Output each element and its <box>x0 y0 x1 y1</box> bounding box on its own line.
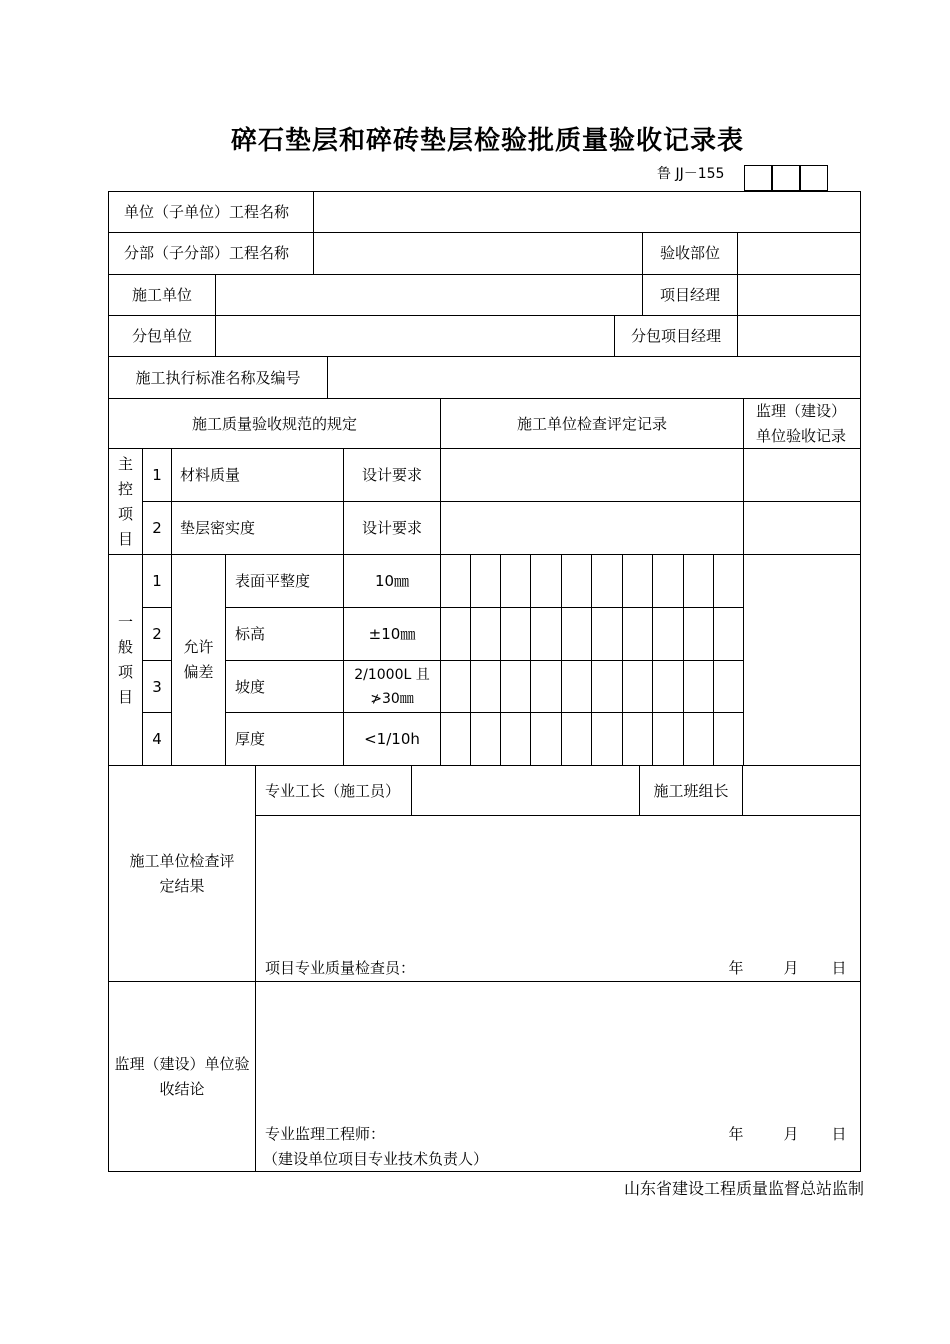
general-row-value: 10㎜ <box>374 571 410 590</box>
table-rule <box>743 398 744 766</box>
general-label-char: 般 <box>117 638 133 656</box>
main-label-char: 目 <box>117 529 133 548</box>
code-box-2[interactable] <box>772 165 800 191</box>
label-standard: 施工执行标准名称及编号 <box>135 368 301 387</box>
table-rule <box>737 232 738 357</box>
table-rule <box>860 191 861 1172</box>
general-row-value: <1/10h <box>364 729 420 748</box>
table-rule <box>530 554 531 766</box>
general-row-no: 4 <box>152 729 162 748</box>
result-content[interactable] <box>256 817 860 955</box>
table-rule <box>108 274 861 275</box>
general-row-no: 3 <box>152 677 162 696</box>
table-rule <box>440 398 441 766</box>
tolerance-line: 偏差 <box>183 663 214 681</box>
conclusion-year: 年 <box>728 1125 744 1143</box>
field-unit-project[interactable] <box>315 192 860 233</box>
table-rule <box>108 554 861 555</box>
table-rule <box>108 1171 861 1172</box>
table-rule <box>591 554 592 766</box>
main-row-supervision[interactable] <box>744 449 860 501</box>
table-rule <box>500 554 501 766</box>
field-foreman[interactable] <box>412 766 639 816</box>
label-foreman: 专业工长（施工员） <box>265 781 401 800</box>
general-items-label <box>109 555 142 765</box>
table-rule <box>713 554 714 766</box>
field-project-manager[interactable] <box>738 274 860 316</box>
table-rule <box>225 712 744 713</box>
label-team-leader: 施工班组长 <box>653 781 729 800</box>
result-label: 施工单位检查评定结果 <box>129 851 235 895</box>
main-items-label <box>109 449 142 554</box>
table-rule <box>108 191 109 1172</box>
table-rule <box>143 501 861 502</box>
table-rule <box>108 448 861 449</box>
main-label-char: 项 <box>117 504 133 523</box>
main-row-req: 设计要求 <box>361 465 422 484</box>
general-row-value: ±10㎜ <box>368 624 416 643</box>
table-rule <box>255 815 861 816</box>
table-rule <box>215 274 216 357</box>
col-spec: 施工质量验收规范的规定 <box>191 414 357 433</box>
label-acceptance-part: 验收部位 <box>659 244 720 262</box>
table-rule <box>561 554 562 766</box>
table-rule <box>642 232 643 316</box>
main-label-char: 主 <box>117 454 133 473</box>
result-day: 日 <box>831 959 847 977</box>
table-rule <box>108 356 861 357</box>
general-label-char: 一 <box>117 613 133 631</box>
field-subcontract-unit[interactable] <box>216 316 614 357</box>
general-row-item: 标高 <box>235 624 266 643</box>
label-subcontract-unit: 分包单位 <box>131 327 192 345</box>
main-row-no: 2 <box>152 518 162 537</box>
main-row-check[interactable] <box>441 449 743 501</box>
general-row-value: 2/1000L 且≯30㎜ <box>354 667 430 707</box>
label-subcontract-manager: 分包项目经理 <box>630 327 721 345</box>
field-standard[interactable] <box>328 357 860 399</box>
label-owner-rep: （建设单位项目专业技术负责人） <box>263 1149 489 1168</box>
col-check: 施工单位检查评定记录 <box>516 414 667 433</box>
tolerance-label <box>172 555 225 765</box>
table-rule <box>108 191 861 192</box>
col-supervision: 监理（建设）单位验收记录 <box>755 402 846 445</box>
footer-supervisor: 山东省建设工程质量监督总站监制 <box>623 1179 864 1198</box>
general-row-item: 坡度 <box>235 677 266 696</box>
general-row-item: 厚度 <box>235 729 266 748</box>
field-acceptance-part[interactable] <box>738 233 860 274</box>
table-rule <box>143 712 172 713</box>
form-code: 鲁 JJ－155 <box>657 166 725 182</box>
general-label-char: 项 <box>117 663 133 681</box>
field-construction-unit[interactable] <box>216 274 642 316</box>
general-row-no: 1 <box>152 571 162 590</box>
table-rule <box>683 554 684 766</box>
label-unit-project: 单位（子单位）工程名称 <box>124 203 290 221</box>
conclusion-day: 日 <box>831 1125 847 1143</box>
label-inspector: 项目专业质量检查员： <box>265 959 416 977</box>
conclusion-month: 月 <box>783 1125 799 1143</box>
table-rule <box>108 765 861 766</box>
table-rule <box>143 660 172 661</box>
field-division-project[interactable] <box>315 233 642 274</box>
field-team-leader[interactable] <box>743 766 860 816</box>
main-row-item: 材料质量 <box>180 465 241 484</box>
code-box-3[interactable] <box>800 165 828 191</box>
general-label-char: 目 <box>117 688 133 706</box>
table-rule <box>639 765 640 816</box>
table-rule <box>108 315 861 316</box>
main-label-char: 控 <box>117 479 133 498</box>
main-row-no: 1 <box>152 465 162 484</box>
table-rule <box>614 315 615 357</box>
table-rule <box>143 607 172 608</box>
field-subcontract-manager[interactable] <box>738 316 860 357</box>
label-division-project: 分部（子分部）工程名称 <box>124 244 290 262</box>
general-row-no: 2 <box>152 624 162 643</box>
table-rule <box>255 765 256 1172</box>
main-row-req: 设计要求 <box>361 518 422 537</box>
table-rule <box>313 191 314 275</box>
tolerance-line: 允许 <box>183 638 214 656</box>
table-rule <box>327 356 328 399</box>
result-month: 月 <box>783 959 799 977</box>
table-rule <box>171 448 172 766</box>
code-box-1[interactable] <box>744 165 772 191</box>
table-rule <box>108 398 861 399</box>
form-title: 碎石垫层和碎砖垫层检验批质量验收记录表 <box>230 126 744 156</box>
table-rule <box>742 765 743 816</box>
general-row-item: 表面平整度 <box>235 571 311 590</box>
table-rule <box>411 765 412 816</box>
main-row-check[interactable] <box>441 502 743 554</box>
table-rule <box>652 554 653 766</box>
table-rule <box>108 981 861 982</box>
main-row-supervision[interactable] <box>744 502 860 554</box>
table-rule <box>225 554 226 766</box>
table-rule <box>470 554 471 766</box>
main-row-item: 垫层密实度 <box>180 518 256 537</box>
table-rule <box>108 232 861 233</box>
conclusion-label: 监理（建设）单位验收结论 <box>114 1055 250 1098</box>
result-year: 年 <box>728 959 744 977</box>
conclusion-content[interactable] <box>256 982 860 1120</box>
label-construction-unit: 施工单位 <box>131 285 192 304</box>
table-rule <box>343 448 344 766</box>
table-rule <box>225 660 744 661</box>
table-rule <box>225 607 744 608</box>
label-engineer: 专业监理工程师： <box>265 1125 386 1143</box>
label-project-manager: 项目经理 <box>659 285 720 304</box>
table-rule <box>622 554 623 766</box>
table-rule <box>142 448 143 766</box>
